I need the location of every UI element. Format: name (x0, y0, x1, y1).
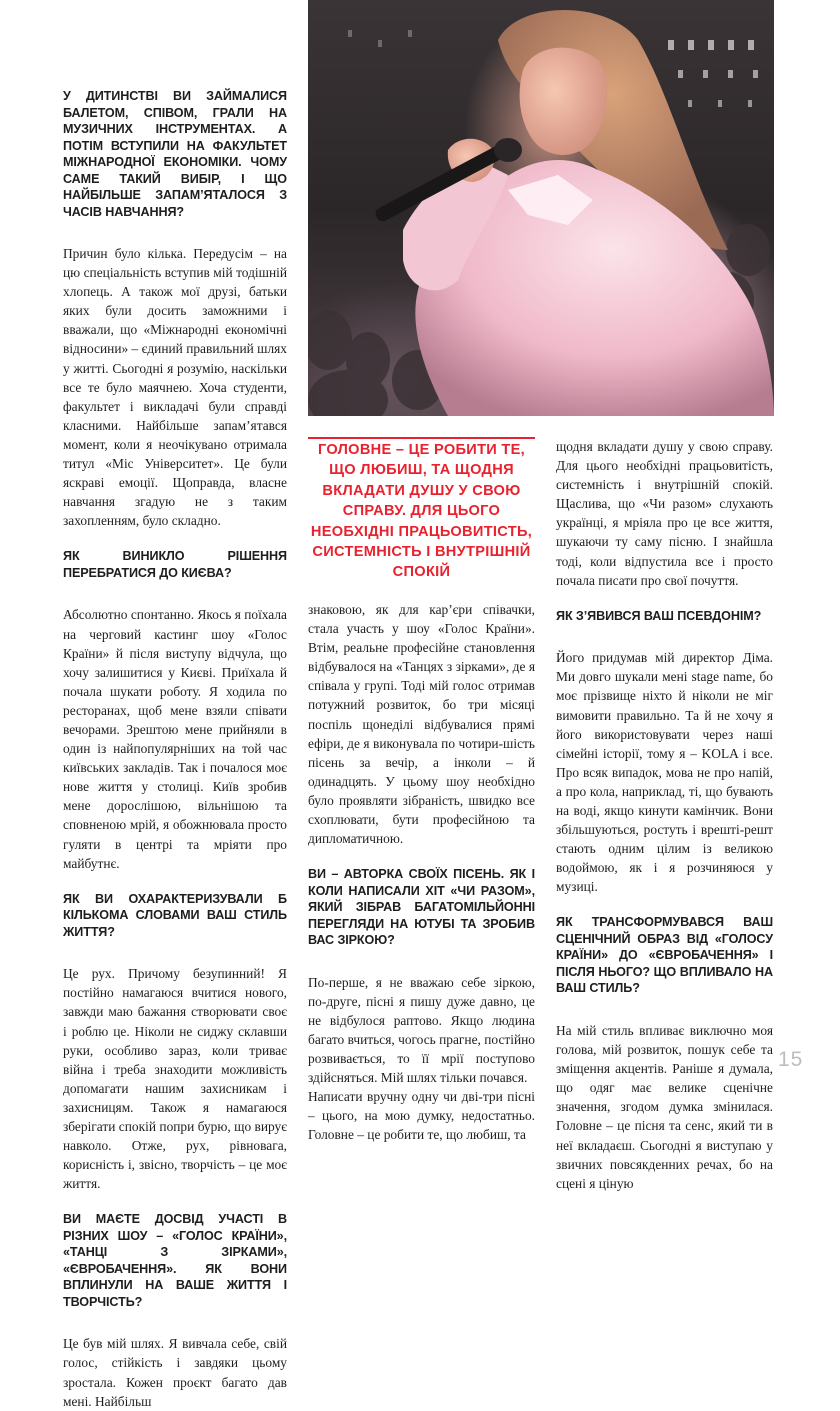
question-heading: ЯК ТРАНСФОРМУВАВСЯ ВАШ СЦЕНІЧНИЙ ОБРАЗ ВІД «ГОЛОСУ КРАЇНИ» ДО «ЄВРОБАЧЕННЯ» І ПІСЛЯ НЬОГО? ЩО ВПЛИВАЛО НА ВАШ СТИЛЬ? (556, 915, 773, 996)
question-heading: ЯК З’ЯВИВСЯ ВАШ ПСЕВДОНІМ? (556, 608, 762, 623)
question-heading: У ДИТИНСТВІ ВИ ЗАЙМАЛИСЯ БАЛЕТОМ, СПІВОМ, ГРАЛИ НА МУЗИЧНИХ ІНСТРУМЕНТАХ. А ПОТІМ ВСТУПИЛИ НА ФАКУЛЬТЕТ МІЖНАРОДНОЇ ЕКОНОМІКИ. ЧОМУ САМЕ ТАКИЙ ВИБІР, І ЩО НАЙБІЛЬШЕ ЗАПАМ’ЯТАЛОСЯ З ЧАСІВ НАВЧАННЯ? (63, 89, 287, 219)
answer-paragraph: Це був мій шлях. Я вивчала себе, свій голос, стійкість і завдяки цьому зростала. Кожен проєкт багато дав мені. Найбільш (63, 1336, 287, 1409)
answer-paragraph: Написати вручну одну чи дві-три пісні – цього, на мою думку, недостатньо. Головне – це робити те, що любиш, та (308, 1089, 535, 1143)
answer-paragraph: Причин було кілька. Передусім – на цю спеціальність вступив мій тодішній хлопець. А також мої друзі, батьки яких були досить заможними і вважали, що «Міжнародні економічні відносини» – єдиний правильний шлях у житті. Сьогодні я розумію, наскільки все те було маячнею. Хоча студенти, факультет і викладачі були справді класними. Найбільше запам’ятався момент, коли я неочікувано отримала титул «Міс Університет». Це були яскраві емоції. Щоправда, власне навчання згадую не з таким захопленням, було складно. (63, 246, 287, 529)
question-heading: ЯК ВИНИКЛО РІШЕННЯ ПЕРЕБРАТИСЯ ДО КИЄВА? (63, 549, 287, 580)
answer-paragraph: По-перше, я не вважаю себе зіркою, по-друге, пісні я пишу дуже давно, це не відбулося раптово. Якщо людина багато вчиться, чогось прагне, постійно розвивається, то її мрії поступово здійсняться. Мій шлях тільки почався. (308, 974, 535, 1086)
question-heading: ВИ – АВТОРКА СВОЇХ ПІСЕНЬ. ЯК І КОЛИ НАПИСАЛИ ХІТ «ЧИ РАЗОМ», ЯКИЙ ЗІБРАВ БАГАТОМІЛЬЙОННІ ПЕРЕГЛЯДИ НА ЮТУБІ ТА ЗРОБИВ ВАС ЗІРКОЮ? (308, 867, 535, 948)
pull-quote-rule (308, 437, 535, 439)
column-left (63, 88, 287, 1411)
page-number: 15 (778, 1048, 804, 1071)
question-heading: ЯК ВИ ОХАРАКТЕРИЗУВАЛИ Б КІЛЬКОМА СЛОВАМИ ВАШ СТИЛЬ ЖИТТЯ? (63, 891, 287, 939)
singer-with-microphone-photo (308, 0, 774, 416)
question-heading: ВИ МАЄТЕ ДОСВІД УЧАСТІ В РІЗНИХ ШОУ – «ГОЛОС КРАЇНИ», «ТАНЦІ З ЗІРКАМИ», «ЄВРОБАЧЕННЯ». ЯК ВОНИ ВПЛИНУЛИ НА ВАШЕ ЖИТТЯ І ТВОРЧІСТЬ? (63, 1212, 287, 1309)
photo-illustration (308, 0, 774, 416)
column-middle (308, 600, 535, 1145)
answer-paragraph: На мій стиль впливає виключно моя голова, мій розвиток, пошук себе та зміщення акцентів. Раніше я думала, що одяг має велике сценічне значення, згодом думка змінилася. Головне – це пісня та сенс, який ти в неї вкладаєш. Сьогодні я виступаю у звичних повсякденних речах, бо на сцені я ціную (556, 1022, 773, 1191)
answer-paragraph: щодня вкладати душу у свою справу. Для цього необхідні працьовитість, системність і внутрішній спокій. Щаслива, що «Чи разом» слухають українці, я мріяла про це все життя, шукаючи ту саму пісню. І знайшла тоді, коли відпустила все і просто почала писати про свої почуття. (556, 439, 773, 588)
answer-paragraph: Його придумав мій директор Діма. Ми довго шукали мені stage name, бо моє прізвище ніхто й ніколи не міг вимовити правильно. Та й не хочу я його використовувати через наші сімейні історії, тому я – KOLA і все. Про всяк випадок, мова не про напій, а про кола, наприклад, ті, що бувають на воді, якщо кинути камінчик. Вони збільшуються, ростуть і врешті-решт стають одним цілим із великою водоймою, як і я розчиняюся у музиці. (556, 650, 773, 895)
answer-paragraph: знаковою, як для кар’єри співачки, стала участь у шоу «Голос Країни». Втім, реальне професійне становлення відбувалося на «Танцях з зірками», де я співала у групі. Тоді мій голос отримав потужний розвиток, бо три місяці поспіль щонеділі відбувалися прямі ефіри, де я виконувала по чотири-шість пісень за вечір, а інколи – й одинадцять. У цьому шоу необхідно було проявляти зібраність, швидко все схоплювати, бути професійною та дипломатичною. (308, 602, 535, 847)
answer-paragraph: Це рух. Причому безупинний! Я постійно намагаюся вчитися нового, завжди маю бажання створювати своє і роблю це. Ніколи не сиджу склавши руки, особливо зараз, коли триває війна і треба знаходити можливість допомагати нашим захисникам і захисницям. Також я намагаюся зберігати спокій попри бурю, що вирує навколо. Отже, рух, рівновага, корисність і, звісно, творчість – це моє життя. (63, 966, 287, 1192)
pull-quote: ГОЛОВНЕ – ЦЕ РОБИТИ ТЕ, ЩО ЛЮБИШ, ТА ЩОДНЯ ВКЛАДАТИ ДУШУ У СВОЮ СПРАВУ. ДЛЯ ЦЬОГО НЕОБХІДНІ ПРАЦЬОВИТІСТЬ, СИСТЕМНІСТЬ І ВНУТРІШНІЙ СПОКІЙ (310, 442, 533, 581)
answer-paragraph: Абсолютно спонтанно. Якось я поїхала на черговий кастинг шоу «Голос Країни» й після виступу відчула, що хочу залишитися у Києві. Приїхала й почала шукати роботу. Я ходила по ресторанах, щоб мене взяли співати вечорами. Зрештою мене прийняли в один із найпопулярніших на той час київських закладів. Так і почалося моє нове життя у столиці. Київ зробив мене дорослішою, вільнішою та сповненою мрій, я обожнювала просто гуляти в центрі та мріяти про майбутнє. (63, 607, 287, 871)
column-right (556, 437, 773, 1193)
